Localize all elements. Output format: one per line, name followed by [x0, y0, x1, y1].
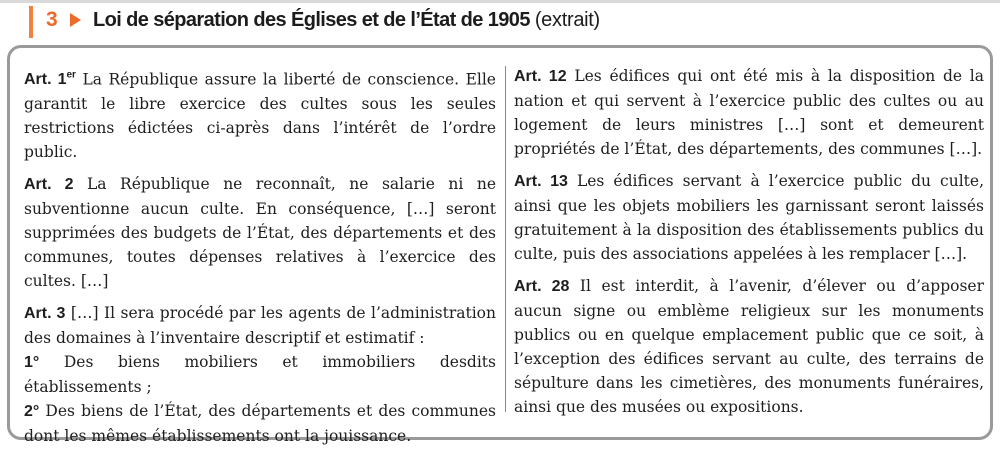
article-label: Art. 12 — [514, 68, 567, 85]
article-label: Art. 2 — [24, 176, 74, 194]
document-title — [93, 5, 600, 35]
article-label: Art. 28 — [514, 278, 570, 295]
accent-bar — [29, 6, 33, 38]
list-item — [24, 399, 496, 448]
article-1 — [24, 64, 496, 164]
triangle-arrow-icon — [70, 13, 81, 27]
item-label: 1° — [24, 354, 40, 372]
article-28 — [514, 274, 984, 419]
list-item — [24, 350, 496, 399]
article-label: Art. 13 — [514, 173, 568, 190]
article-3 — [24, 301, 496, 448]
article-text: Il est interdit, à l’avenir, d’élever ou d’apposer aucun signe ou emblème religieux sur les monuments publics ou en quelque emplacement public que ce soit, à l’exception des édifices servant au culte, des terrains de sépulture dans les cimetières, des monuments funéraires, ainsi que des musées ou expositions. — [514, 277, 985, 416]
article-text: La République assure la liberté de conscience. Elle garantit le libre exercice des cultes sous les seules restrictions édictées ci-après dans l’intérêt de l’ordre public. — [24, 70, 496, 162]
article-text: La République ne reconnaît, ne salarie ni ne subventionne aucun culte. En conséquence, […] seront supprimées des budgets de l’État, des départements et des communes, toutes dépenses relatives à l’exercice des cultes. […] — [24, 175, 496, 291]
right-column — [514, 64, 984, 427]
article-13 — [514, 169, 984, 266]
article-2 — [24, 172, 496, 293]
article-label: Art. 1er — [24, 70, 76, 89]
item-text: Des biens de l’État, des départements et des communes dont les mêmes établissements ont la jouissance. — [24, 402, 496, 446]
article-text: Les édifices qui ont été mis à la disposition de la nation et qui servent à l’exercice public des cultes ou au logement de leurs ministres […] sont et demeurent propriétés de l’État, des départements, des communes […]. — [514, 67, 984, 158]
item-text: Des biens mobiliers et immobiliers desdits établissements ; — [24, 353, 496, 397]
title-subtitle: (extrait) — [534, 9, 600, 31]
column-divider — [505, 66, 506, 412]
item-label: 2° — [24, 403, 40, 421]
left-column — [24, 64, 496, 456]
article-12 — [514, 64, 984, 161]
title-main: Loi de séparation des Églises et de l’État de 1905 — [93, 9, 530, 31]
article-text: Les édifices servant à l’exercice public du culte, ainsi que les objets mobiliers les garnissant seront laissés gratuitement à la disposition des établissements publics du culte, puis des associations appelées à les remplacer […]. — [514, 172, 985, 263]
document-header — [0, 0, 1000, 40]
document-number: 3 — [46, 8, 58, 31]
article-label: Art. 3 — [24, 305, 66, 323]
article-text: […] Il sera procédé par les agents de l’administration des domaines à l’inventaire descriptif et estimatif : — [24, 304, 496, 348]
